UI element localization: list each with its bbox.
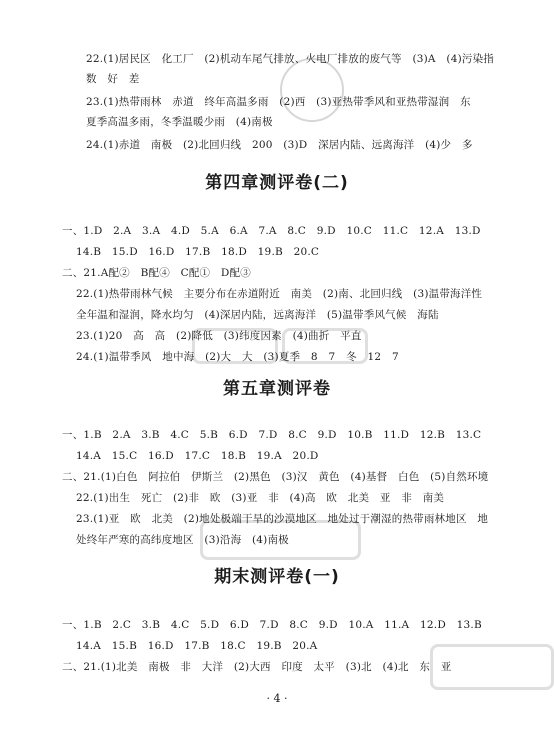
section-title-chapter4: 第四章测评卷(二)	[205, 173, 349, 193]
stamp-decoration	[280, 58, 344, 122]
page-number: · 4 ·	[266, 692, 288, 705]
answer-line: 一、1.B 2.A 3.B 4.C 5.B 6.D 7.D 8.C 9.D 10.B 11.D 12.B 13.C	[62, 429, 482, 441]
answer-line: 22.(1)热带雨林气候 主要分布在赤道附近 南美 (2)南、北回归线 (3)温带海洋性	[76, 288, 483, 300]
answer-line: 二、21.(1)白色 阿拉伯 伊斯兰 (2)黑色 (3)汉 黄色 (4)基督 白色 (5)自然环境	[62, 471, 489, 483]
answer-line: 22.(1)出生 死亡 (2)非 欧 (3)亚 非 (4)高 欧 北美 亚 非 南美	[76, 492, 445, 504]
answer-line: 14.A 15.B 16.D 17.B 18.C 19.B 20.A	[76, 640, 318, 652]
answer-line: 24.(1)赤道 南极 (2)北回归线 200 (3)D 深居内陆、远离海洋 (4)少 多	[86, 139, 473, 151]
answer-line: 23.(1)20 高 高 (2)降低 (3)纬度因素 (4)曲折 平直	[76, 330, 362, 342]
answer-line: 夏季高温多雨，冬季温暖少雨 (4)南极	[86, 116, 273, 128]
answer-line: 22.(1)居民区 化工厂 (2)机动车尾气排放、火电厂排放的废气等 (3)A (4)污染指	[86, 53, 494, 65]
answer-line: 数 好 差	[86, 73, 140, 85]
answer-line: 一、1.D 2.A 3.A 4.D 5.A 6.A 7.A 8.C 9.D 10.C 11.C 12.A 13.D	[62, 225, 481, 237]
section-title-final: 期末测评卷(一)	[214, 567, 340, 587]
answer-line: 二、21.A配② B配④ C配① D配③	[62, 267, 251, 279]
answer-line: 全年温和湿润，降水均匀 (4)深居内陆，远离海洋 (5)温带季风气候 海陆	[76, 309, 439, 321]
answer-line: 14.B 15.D 16.D 17.B 18.D 19.B 20.C	[76, 246, 320, 258]
answer-line: 23.(1)亚 欧 北美 (2)地处极端干旱的沙漠地区 地处过于潮湿的热带雨林地区 地	[76, 513, 489, 525]
answer-line: 一、1.B 2.C 3.B 4.C 5.D 6.D 7.D 8.C 9.D 10.A 11.A 12.D 13.B	[62, 619, 482, 631]
answer-line: 23.(1)热带雨林 赤道 终年高温多雨 (2)西 (3)亚热带季风和亚热带湿润 东	[86, 96, 471, 108]
answer-line: 14.A 15.C 16.D 17.C 18.B 19.A 20.D	[76, 450, 319, 462]
answer-line: 二、21.(1)北美 南极 非 大洋 (2)大西 印度 太平 (3)北 (4)北 东 亚	[62, 661, 452, 673]
section-title-chapter5: 第五章测评卷	[223, 379, 331, 399]
answer-line: 处终年严寒的高纬度地区 (3)沿海 (4)南极	[76, 534, 289, 546]
answer-line: 24.(1)温带季风 地中海 (2)大 大 (3)夏季 8 7 冬 12 7	[76, 351, 399, 363]
